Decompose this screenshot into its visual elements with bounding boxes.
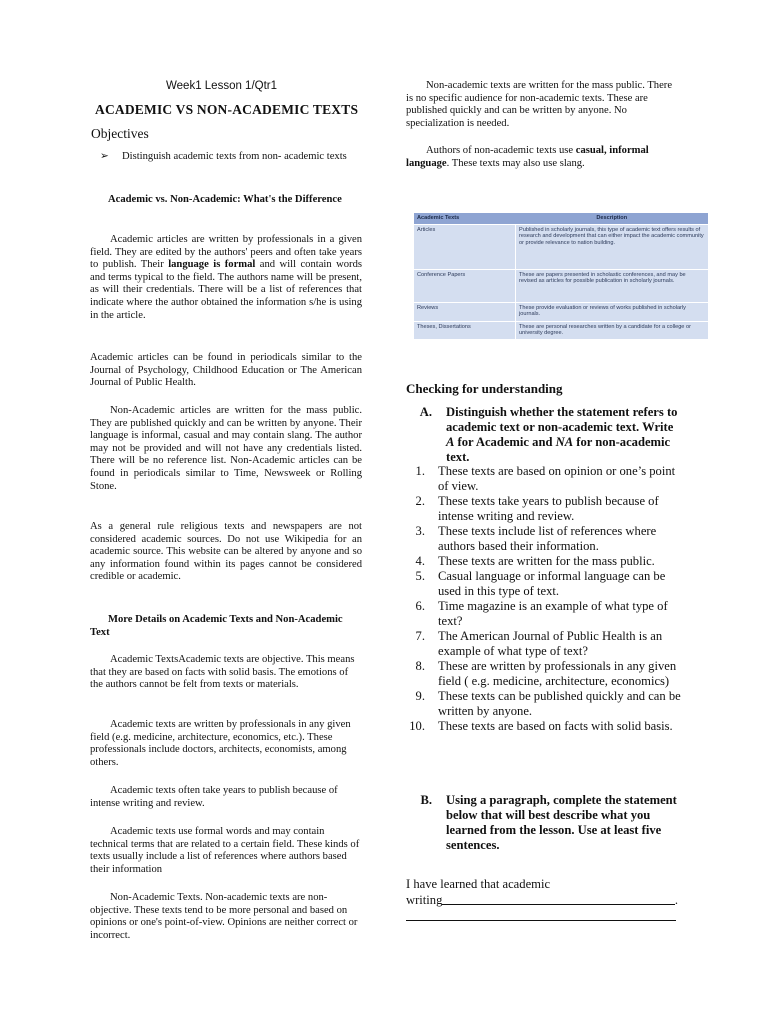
table-cell-type: Conference Papers — [414, 270, 516, 303]
instruction-text: for Academic and — [454, 435, 556, 449]
question-number: 6. — [415, 599, 425, 613]
question-number: 8. — [415, 659, 425, 673]
question-text: These texts take years to publish because of intense writing and review. — [438, 494, 659, 523]
question-number: 5. — [415, 569, 425, 583]
question-number: 7. — [415, 629, 425, 643]
table-cell-description: Published in scholarly journals, this type of academic text offers results of research and development that can either impact the academic community or provide relevance to nation building. — [516, 225, 709, 270]
emphasis-casual-language: casual, informal language — [406, 145, 649, 169]
paragraph-academic-formal-words: Academic texts use formal words and may contain technical terms that are related to a certain field. These kinds of texts usually include a list of references where authors based their information — [90, 826, 360, 875]
table-row — [414, 303, 708, 322]
list-item — [406, 629, 682, 659]
closing-period: . — [674, 892, 678, 907]
list-item — [406, 464, 682, 494]
table-cell-type: Reviews — [414, 303, 516, 322]
emphasis-formal-language: language is formal — [168, 259, 256, 271]
closing-statement — [406, 877, 678, 921]
paragraph-text: and will contain words and terms typical to the field. The authors name will be present, as will their credentials. There will be a list of references that indicate where the author obtained the information s/he is using in the article. — [90, 259, 362, 321]
instruction-b-text: Using a paragraph, complete the statement below that will best describe what you learned from the lesson. Use at least five sentences. — [446, 793, 677, 852]
question-text: Casual language or informal language can be used in this type of text. — [438, 569, 666, 598]
arrow-bullet-icon: ➢ — [100, 151, 109, 162]
objective-item — [100, 150, 362, 163]
question-text: The American Journal of Public Health is an example of what type of text? — [438, 629, 663, 658]
list-item — [406, 659, 682, 689]
instruction-a — [406, 405, 682, 465]
question-number: 4. — [415, 554, 425, 568]
instruction-b-label: B. — [420, 793, 432, 807]
question-text: These texts are based on opinion or one’s point of view. — [438, 464, 676, 493]
table-row — [414, 270, 708, 303]
instruction-text: for non-academic text. — [446, 435, 671, 464]
closing-line-1: I have learned that academic — [406, 877, 551, 891]
table-header-row — [414, 213, 708, 225]
academic-texts-table — [414, 213, 708, 339]
list-item — [406, 494, 682, 524]
question-text: Time magazine is an example of what type of text? — [438, 599, 668, 628]
paragraph-non-academic-mass: Non-academic texts are written for the mass public. There is no specific audience for non-academic texts. These are published quickly and can be written by anyone. No specialization is needed. — [406, 80, 673, 129]
paragraph-non-academic-articles: Non-Academic articles are written for the mass public. They are published quickly and can be written by anyone. Their language is informal, casual and may contain slang. The author may not be provided and will not have any credentials listed. There will be no reference list. Non-Academic articles can be found in periodicals similar to Time, Newsweek or Rolling Stone. — [90, 405, 362, 492]
table-cell-type: Articles — [414, 225, 516, 270]
instruction-b — [406, 793, 682, 853]
table-row — [414, 225, 708, 270]
list-item — [406, 689, 682, 719]
list-item — [406, 719, 682, 734]
table-cell-description: These are papers presented in scholastic conferences, and may be revised as articles for possible publication in scholarly journals. — [516, 270, 709, 303]
question-number: 1. — [415, 464, 425, 478]
paragraph-text: Academic articles are written by professionals in a given field. They are edited by the authors' peers and often take years to publish. Their — [90, 234, 362, 271]
question-text: These are written by professionals in any given field ( e.g. medicine, architecture, economics) — [438, 659, 677, 688]
objectives-heading: Objectives — [91, 126, 149, 141]
list-item — [406, 524, 682, 554]
paragraph-academic-publish: Academic texts often take years to publish because of intense writing and review. — [90, 785, 338, 809]
paragraph-academic-professionals: Academic texts are written by professionals in any given field (e.g. medicine, architecture, economics, etc.). These professionals include doctors, architects, economists, among others. — [90, 719, 351, 768]
table-cell-description: These are personal researches written by a candidate for a college or university degree. — [516, 322, 709, 340]
paragraph-non-academic-language — [406, 145, 678, 170]
closing-word-writing: writing — [406, 892, 443, 907]
paragraph-text: Authors of non-academic texts use — [426, 145, 576, 156]
question-text: These texts are written for the mass public. — [438, 554, 655, 568]
question-text: These texts are based on facts with solid basis. — [438, 719, 673, 733]
table-cell-type: Theses, Dissertations — [414, 322, 516, 340]
page-title: ACADEMIC VS NON-ACADEMIC TEXTS — [95, 102, 359, 117]
list-item — [406, 599, 682, 629]
table-row — [414, 322, 708, 340]
objective-text: Distinguish academic texts from non- academic texts — [122, 151, 347, 162]
section-heading-difference: Academic vs. Non-Academic: What's the Difference — [108, 194, 342, 205]
list-item — [406, 554, 682, 569]
question-number: 3. — [415, 524, 425, 538]
paragraph-general-rule: As a general rule religious texts and newspapers are not considered academic sources. Do not use Wikipedia for an academic source. This website can be altered by anyone and so any information found within its pages cannot be considered credible or academic. — [90, 521, 362, 583]
question-text: These texts can be published quickly and can be written by anyone. — [438, 689, 681, 718]
answer-blank-line[interactable] — [442, 894, 674, 905]
question-text: These texts include list of references where authors based their information. — [438, 524, 657, 553]
paragraph-non-academic-texts: Non-Academic Texts. Non-academic texts are non-objective. These texts tend to be more personal and based on opinions or one's point-of-view. Opinions are neither correct or incorrect. — [90, 892, 358, 941]
paragraph-academic-objective: Academic TextsAcademic texts are objective. This means that they are based on facts with solid basis. The emotions of the authors cannot be felt from texts or materials. — [90, 654, 355, 691]
instruction-a-text — [446, 405, 682, 465]
answer-blank-line[interactable] — [406, 908, 676, 921]
paragraph-academic-periodicals: Academic articles can be found in periodicals similar to the Journal of Psychology, Childhood Education or The American Journal of Public Health. — [90, 352, 362, 389]
instruction-italic-na: NA — [555, 435, 574, 449]
question-number: 9. — [415, 689, 425, 703]
paragraph-academic-articles — [90, 234, 362, 322]
table-header-academic-texts: Academic Texts — [414, 213, 516, 225]
lesson-label: Week1 Lesson 1/Qtr1 — [166, 80, 278, 92]
table-header-description: Description — [516, 213, 709, 225]
table-cell-description: These provide evaluation or reviews of works published in scholarly journals. — [516, 303, 709, 322]
instruction-text: Distinguish whether the statement refers to academic text or non-academic text. Write — [446, 405, 678, 434]
paragraph-text: . These texts may also use slang. — [446, 157, 585, 169]
question-list — [406, 464, 682, 734]
list-item — [406, 569, 682, 599]
closing-line-2 — [406, 893, 678, 909]
section-heading-more-details: More Details on Academic Texts and Non-Academic Text — [90, 614, 343, 638]
question-number: 2. — [415, 494, 425, 508]
question-number: 10. — [409, 719, 425, 733]
instruction-italic-a: A — [446, 435, 455, 449]
instruction-a-label: A. — [419, 405, 432, 419]
checking-heading: Checking for understanding — [406, 381, 563, 396]
